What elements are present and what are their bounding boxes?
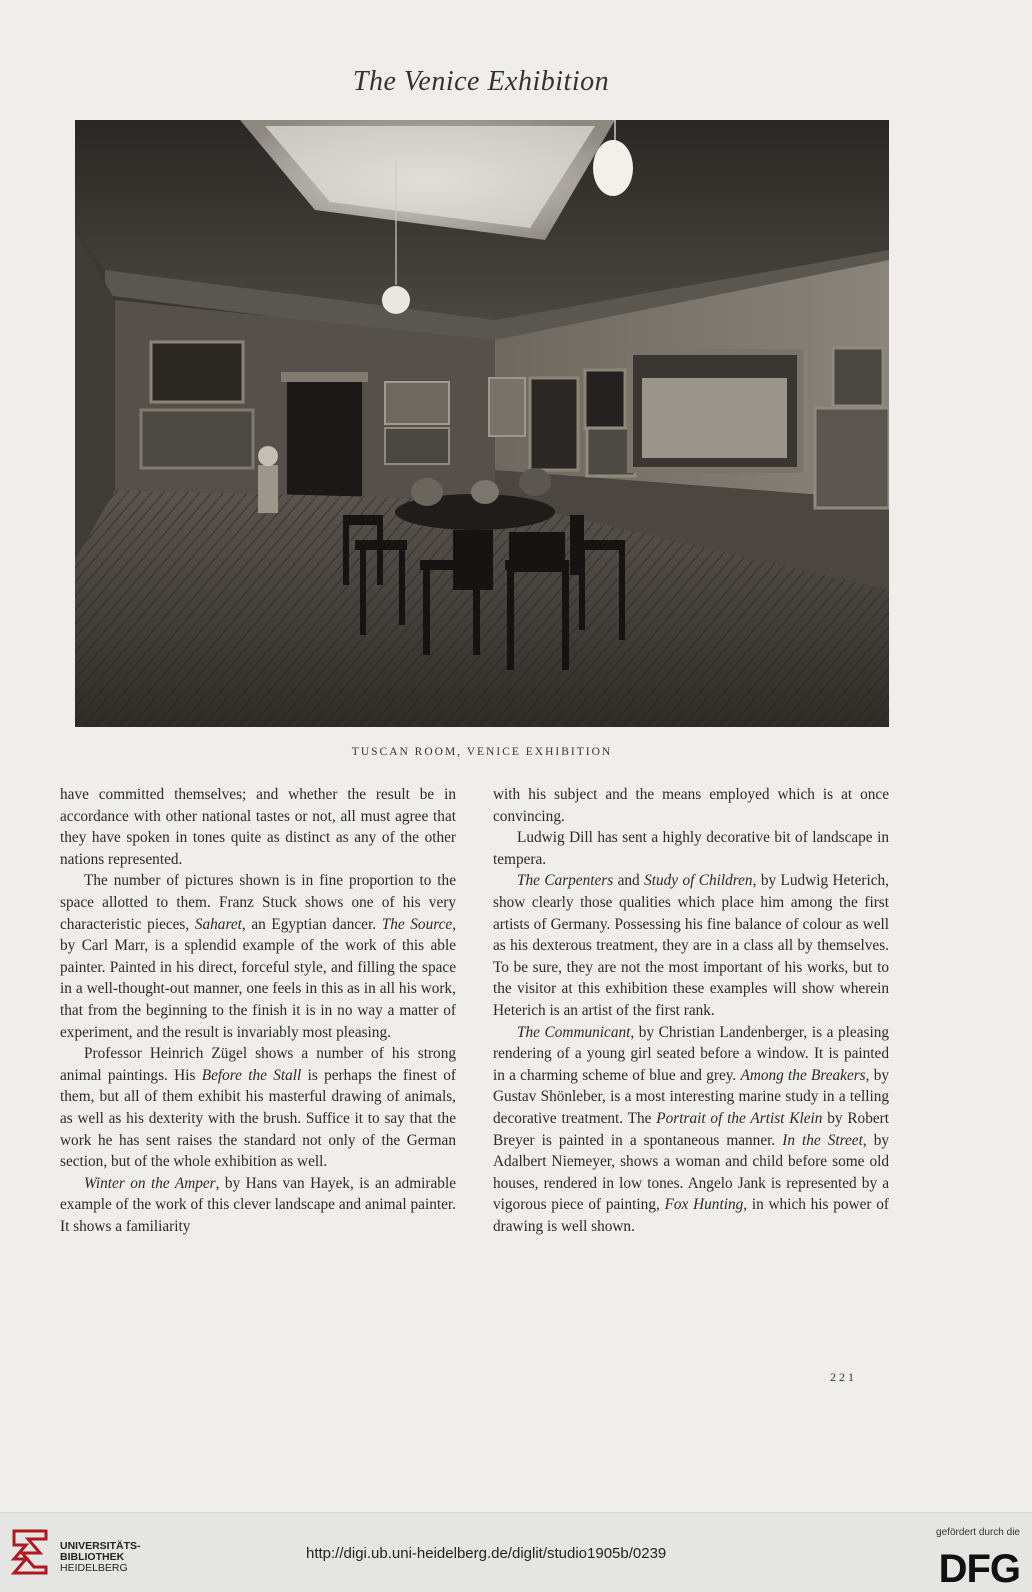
library-line2: BIBLIOTHEK xyxy=(60,1551,125,1563)
running-head: The Venice Exhibition xyxy=(352,66,610,97)
paragraph: Winter on the Amper, by Hans van Hayek, is an admirable example of the work of this clever landscape and animal painter. It shows a familiarity xyxy=(60,1174,456,1235)
left-column xyxy=(60,784,456,1237)
photo-caption: TUSCAN ROOM, VENICE EXHIBITION xyxy=(351,746,613,758)
digitization-footer xyxy=(0,1512,1032,1592)
university-library-logo-icon xyxy=(8,1527,52,1577)
library-line3: HEIDELBERG xyxy=(60,1562,128,1574)
paragraph: The Communicant, by Christian Landenberger, is a pleasing rendering of a young girl seated before a window. It is painted in a charming scheme of blue and grey. Among the Breakers, by Gustav Shönleber, is a most interesting marine study in a telling decorative treatment. The Portrait of the Artist Klein by Robert Breyer is painted in a spontaneous manner. In the Street, by Adalbert Niemeyer, shows a woman and child before some old houses, rendered in low tones. Angelo Jank is represented by a vigorous piece of painting, Fox Hunting, in which his power of drawing is well shown. xyxy=(493,1023,890,1235)
right-column xyxy=(493,784,889,1237)
paragraph: Professor Heinrich Zügel shows a number of his strong animal paintings. His Before the Stall is perhaps the finest of them, but all of them exhibit his masterful drawing of animals, as well as his dexterity with the brush. Suffice it to say that the work he has sent raises the standard not only of the German section, but of the whole exhibition as well. xyxy=(60,1045,457,1171)
page-number: 221 xyxy=(830,1370,857,1384)
paragraph: The Carpenters and Study of Children, by Ludwig Heterich, show clearly those qualities which place him among the first artists of Germany. Possessing his fine balance of colour as well as his dexterous treatment, they are in a class all by themselves. To be sure, they are not the most important of his works, but to the visitor at this exhibition these examples will show wherein Heterich is an artist of the first rank. xyxy=(493,872,889,1019)
funding-label: gefördert durch die xyxy=(936,1527,1020,1538)
dfg-logo: DFG xyxy=(938,1547,1020,1591)
library-line1: UNIVERSITÄTS- xyxy=(60,1540,141,1552)
paragraph: The number of pictures shown is in fine proportion to the space allotted to them. Franz Stuck shows one of his very characteristic pieces, Saharet, an Egyptian dancer. The Source, by Carl Marr, is a splendid example of the work of this able painter. Painted in his direct, forceful style, and filling the space in a well-thought-out manner, one feels in this as in all his work, that from the beginning to the finish it is in no way a matter of experiment, and the result is invariably most pleasing. xyxy=(60,872,457,1041)
source-url-link[interactable]: http://digi.ub.uni-heidelberg.de/diglit/studio1905b/0239 xyxy=(306,1545,667,1562)
paragraph: with his subject and the means employed which is at once convincing. xyxy=(493,786,889,825)
photograph-tuscan-room xyxy=(75,120,889,727)
library-name xyxy=(60,1541,141,1574)
paragraph: Ludwig Dill has sent a highly decorative bit of landscape in tempera. xyxy=(493,829,889,868)
paragraph: have committed themselves; and whether the result be in accordance with other national tastes or not, all must agree that they have spoken in tones quite as distinct as any of the other nations represented. xyxy=(60,786,456,868)
